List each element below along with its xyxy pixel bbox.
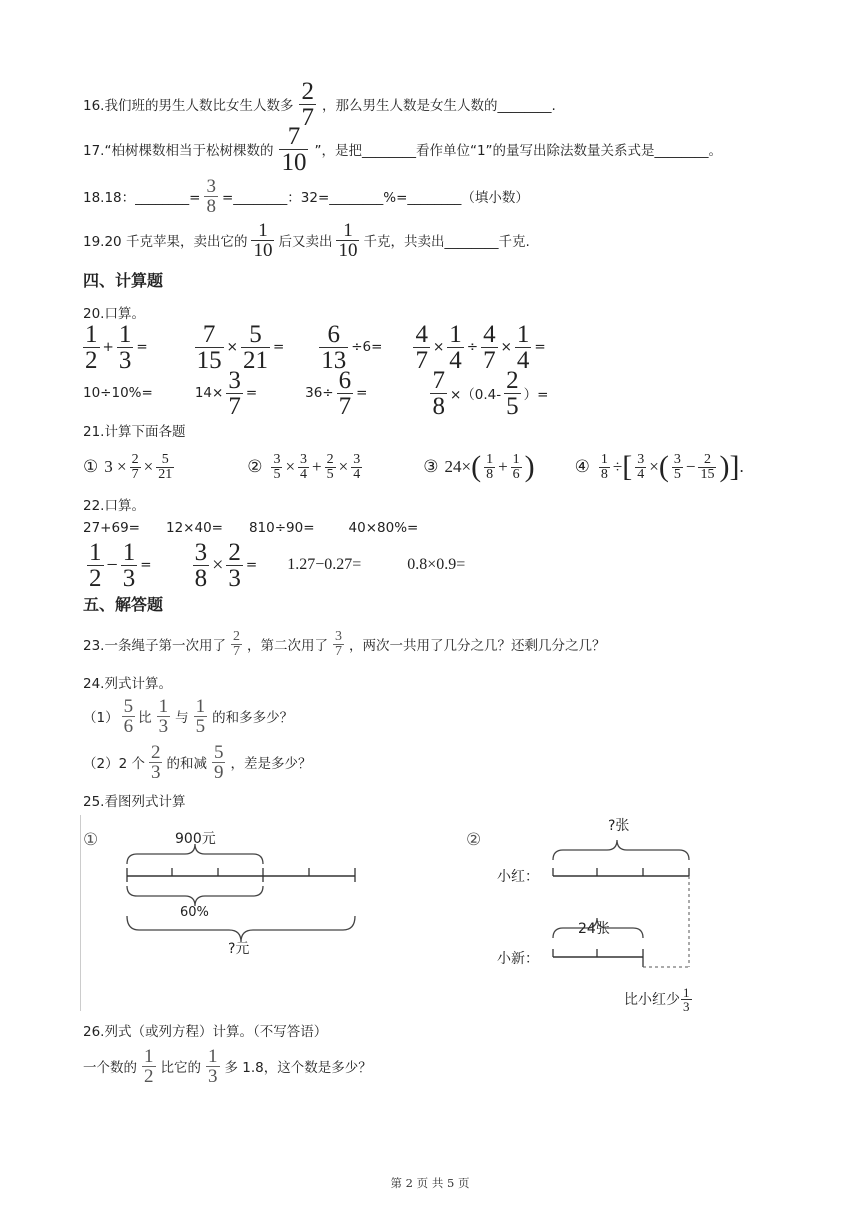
fraction: 1 10 bbox=[253, 219, 273, 261]
text: 与 bbox=[175, 710, 189, 726]
equals-sign: = bbox=[534, 339, 546, 355]
q16-text-a: 16.我们班的男生人数比女生人数多 bbox=[83, 98, 294, 114]
fraction: 1 5 bbox=[195, 695, 206, 737]
fraction: 1 2 bbox=[85, 320, 98, 374]
diagram-2-row1-label: 小红： bbox=[497, 869, 539, 885]
q22-row-2 bbox=[84, 540, 465, 590]
expression: 40×80%= bbox=[348, 520, 419, 536]
minus-sign: − bbox=[106, 553, 118, 576]
q24-sub-2 bbox=[83, 742, 311, 782]
times-sign: × bbox=[432, 339, 445, 355]
q22-title: 22.口算。 bbox=[83, 498, 145, 514]
fraction: 5 21 bbox=[158, 451, 173, 482]
equals-sign: = bbox=[356, 385, 368, 401]
expression: ）= bbox=[523, 387, 549, 403]
right-bracket: ] bbox=[729, 450, 740, 483]
fraction: 1 2 bbox=[144, 1045, 154, 1087]
fraction: 3 4 bbox=[300, 451, 308, 482]
sub-number: （1） bbox=[83, 710, 119, 726]
times-sign: × bbox=[285, 457, 296, 476]
expression: 36÷ bbox=[305, 385, 334, 401]
right-paren: ) bbox=[719, 450, 730, 483]
fraction: 7 10 bbox=[281, 122, 307, 176]
q17-text-b: ”，是把________看作单位“1”的量写出除法数量关系式是________。 bbox=[314, 143, 723, 159]
q21-title: 21.计算下面各题 bbox=[83, 424, 186, 440]
period: . bbox=[739, 457, 744, 476]
left-bracket: [ bbox=[622, 450, 633, 483]
q26-title: 26.列式（或列方程）计算。（不写答语） bbox=[83, 1024, 328, 1040]
expression: 12×40= bbox=[165, 520, 223, 536]
fraction: 2 3 bbox=[228, 538, 241, 592]
q21-row bbox=[83, 446, 744, 488]
question-26-body bbox=[83, 1046, 372, 1086]
q23-text-b: ，第二次用了 bbox=[246, 638, 328, 654]
minus-sign: − bbox=[685, 457, 696, 476]
text: 比它的 bbox=[160, 1060, 201, 1076]
equals-sign: = bbox=[245, 385, 258, 401]
fraction: 1 8 bbox=[486, 451, 494, 482]
expression: 14× bbox=[194, 385, 224, 401]
left-paren: ( bbox=[658, 450, 669, 483]
fraction: 1 3 bbox=[158, 695, 169, 737]
text: 比小红少 bbox=[624, 992, 680, 1008]
fraction: 1 3 bbox=[118, 320, 132, 374]
times-sign: × bbox=[338, 457, 349, 476]
q16-text-b: ，那么男生人数是女生人数的________. bbox=[321, 98, 556, 114]
fraction: 1 3 bbox=[122, 538, 136, 592]
fraction: 4 7 bbox=[415, 320, 428, 374]
left-paren: ( bbox=[471, 450, 482, 483]
fraction: 3 8 bbox=[194, 538, 208, 592]
fraction: 1 2 bbox=[89, 538, 102, 592]
q19-text-a: 19.20 千克苹果，卖出它的 bbox=[83, 234, 248, 250]
fraction: 1 6 bbox=[512, 451, 520, 482]
q18-text-b: =________：32=________%=________（填小数） bbox=[221, 190, 529, 206]
diagram-2-row2-label: 小新： bbox=[497, 951, 539, 967]
fraction: 2 7 bbox=[232, 628, 240, 659]
question-23 bbox=[83, 626, 605, 662]
times-sign: × bbox=[500, 339, 512, 355]
expression: 0.8×0.9= bbox=[407, 556, 466, 573]
fraction: 1 3 bbox=[208, 1045, 218, 1087]
diagram-2-bottom-label bbox=[624, 982, 693, 1016]
q25-title: 25.看图列式计算 bbox=[83, 794, 186, 810]
fraction: 2 5 bbox=[326, 451, 334, 482]
text: 的和减 bbox=[166, 756, 207, 772]
plus-sign: + bbox=[102, 339, 114, 355]
expression: 27+69= bbox=[83, 520, 140, 536]
question-18 bbox=[83, 175, 529, 217]
fraction: 2 15 bbox=[700, 451, 715, 482]
fraction: 3 7 bbox=[334, 628, 342, 659]
equals-sign: = bbox=[272, 339, 285, 355]
section-heading-5: 五、解答题 bbox=[83, 595, 164, 614]
fraction: 5 9 bbox=[213, 741, 224, 783]
division-sign: ÷ bbox=[612, 457, 623, 476]
q18-text-a: 18.18：________= bbox=[83, 190, 201, 206]
diagram-1-percent-label: 60% bbox=[180, 905, 209, 920]
fraction: 3 4 bbox=[353, 451, 361, 482]
fraction: 7 8 bbox=[432, 366, 445, 420]
times-sign: × bbox=[212, 553, 224, 576]
diagram-2-number: ② bbox=[466, 830, 482, 850]
q20-row-2 bbox=[83, 366, 549, 420]
section-heading-4: 四、计算题 bbox=[83, 271, 164, 290]
fraction: 2 5 bbox=[506, 366, 519, 420]
fraction: 3 4 bbox=[637, 451, 645, 482]
fraction: 5 6 bbox=[123, 695, 134, 737]
fraction: 3 7 bbox=[228, 366, 241, 420]
q22-row-1 bbox=[83, 518, 418, 538]
text: ，差是多少？ bbox=[230, 756, 312, 772]
fraction: 2 7 bbox=[301, 77, 314, 131]
fraction: 1 4 bbox=[516, 320, 530, 374]
expression: 10÷10%= bbox=[83, 385, 153, 401]
fraction: 1 3 bbox=[683, 984, 690, 1014]
diagram-2-top-label: ?张 bbox=[608, 818, 630, 834]
diagram-2-mid-label: 24张 bbox=[578, 921, 610, 937]
item-number: ① bbox=[83, 457, 99, 476]
item-number: ② bbox=[247, 457, 263, 476]
item-number: ④ bbox=[574, 457, 590, 476]
fraction: 6 13 bbox=[321, 320, 347, 374]
equals-sign: = bbox=[140, 557, 152, 573]
q23-text-a: 23.一条绳子第一次用了 bbox=[83, 638, 226, 654]
plus-sign: + bbox=[312, 457, 322, 476]
question-17 bbox=[83, 122, 723, 176]
q19-text-c: 千克，共卖出________千克. bbox=[363, 234, 530, 250]
diagram-1-left-rule bbox=[80, 815, 81, 1011]
right-paren: ) bbox=[524, 450, 535, 483]
text: 比 bbox=[138, 710, 152, 726]
fraction: 2 3 bbox=[150, 741, 161, 783]
q20-row-1 bbox=[80, 322, 546, 372]
fraction: 1 8 bbox=[600, 451, 608, 482]
item-number: ③ bbox=[423, 457, 439, 476]
text: 一个数的 bbox=[83, 1060, 137, 1076]
fraction: 1 4 bbox=[449, 320, 462, 374]
fraction: 1 10 bbox=[338, 219, 358, 261]
expression: 1.27−0.27= bbox=[287, 556, 362, 573]
expression: 24× bbox=[444, 457, 472, 476]
question-16 bbox=[83, 77, 556, 131]
expression: 3 × bbox=[104, 457, 127, 476]
q19-text-b: 后又卖出 bbox=[278, 234, 333, 250]
diagram-1-top-label: 900元 bbox=[175, 831, 216, 847]
diagram-1-bottom-label: ?元 bbox=[228, 941, 250, 957]
text: 的和多多少？ bbox=[212, 710, 294, 726]
times-sign: × bbox=[143, 457, 154, 476]
page-footer: 第 2 页 共 5 页 bbox=[390, 1176, 470, 1190]
text: 多 1.8，这个数是多少？ bbox=[224, 1060, 372, 1076]
diagram-2 bbox=[545, 820, 705, 980]
division-expression: ÷6= bbox=[351, 339, 383, 355]
expression: 810÷90= bbox=[248, 520, 315, 536]
question-19 bbox=[83, 219, 530, 261]
sub-number: （2）2 个 bbox=[83, 756, 145, 772]
q23-text-c: ，两次一共用了几分之几？还剩几分之几？ bbox=[348, 638, 606, 654]
times-sign: × bbox=[649, 457, 659, 476]
expression: ×（0.4- bbox=[449, 387, 502, 403]
fraction: 3 5 bbox=[673, 451, 681, 482]
equals-sign: = bbox=[245, 557, 258, 573]
fraction: 7 15 bbox=[196, 320, 222, 374]
fraction: 3 5 bbox=[273, 451, 281, 482]
plus-sign: + bbox=[498, 457, 508, 476]
fraction: 3 8 bbox=[206, 175, 216, 217]
equals-sign: = bbox=[136, 339, 148, 355]
times-sign: × bbox=[226, 339, 238, 355]
fraction: 2 7 bbox=[131, 451, 139, 482]
q20-title: 20.口算。 bbox=[83, 306, 145, 322]
fraction: 4 7 bbox=[483, 320, 496, 374]
division-sign: ÷ bbox=[466, 339, 479, 355]
q17-text-a: 17.“柏树棵数相当于松树棵数的 bbox=[83, 143, 274, 159]
fraction: 6 7 bbox=[338, 366, 352, 420]
diagram-1-number: ① bbox=[83, 830, 99, 850]
q24-sub-1 bbox=[83, 696, 293, 736]
fraction: 5 21 bbox=[242, 320, 268, 374]
q24-title: 24.列式计算。 bbox=[83, 676, 172, 692]
